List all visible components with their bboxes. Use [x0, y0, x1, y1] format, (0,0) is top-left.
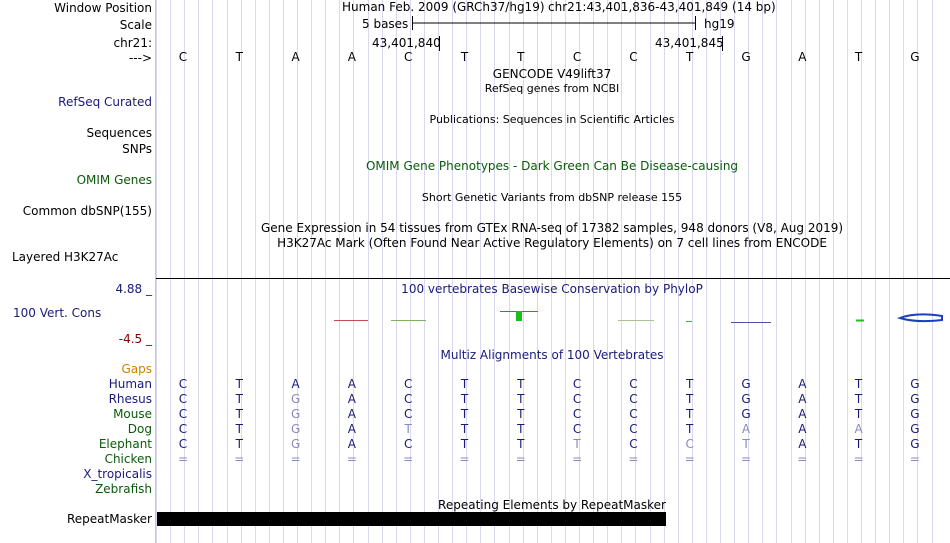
alignment-base: T — [573, 437, 581, 451]
gaps-label[interactable]: Gaps — [121, 362, 152, 376]
sequence-base: T — [517, 50, 525, 64]
alignment-base: A — [798, 392, 807, 406]
strand-label: ---> — [128, 51, 152, 65]
alignment-base: G — [910, 377, 920, 391]
cons-max-value: 4.88 _ — [115, 282, 152, 296]
alignment-base: T — [854, 392, 863, 406]
alignment-base: C — [629, 377, 638, 391]
alignment-base: T — [517, 392, 525, 406]
multiz-title[interactable]: Multiz Alignments of 100 Vertebrates — [440, 348, 664, 362]
sequence-base: T — [854, 50, 863, 64]
species-label[interactable]: Human — [108, 377, 152, 391]
alignment-base: T — [854, 377, 863, 391]
species-label[interactable]: Dog — [127, 422, 152, 436]
alignment-row — [156, 407, 950, 421]
alignment-base: C — [403, 407, 413, 421]
alignment-base: G — [290, 392, 301, 406]
alignment-base: A — [347, 437, 356, 451]
sequence-base: C — [629, 50, 638, 64]
alignment-base: A — [347, 392, 356, 406]
alignment-base: = — [515, 452, 526, 466]
alignment-base: T — [235, 392, 243, 406]
alignment-base: T — [235, 377, 243, 391]
sequence-base: C — [572, 50, 582, 64]
dbsnp-title[interactable]: Short Genetic Variants from dbSNP release 155 — [421, 191, 683, 204]
alignment-base: G — [910, 422, 920, 436]
alignment-row — [156, 482, 950, 496]
alignment-base: A — [347, 422, 356, 436]
alignment-base: = — [459, 452, 470, 466]
alignment-row — [156, 467, 950, 481]
alignment-base: G — [290, 407, 301, 421]
sequence-base: A — [291, 50, 300, 64]
alignment-base: C — [178, 437, 188, 451]
alignment-base: C — [403, 377, 413, 391]
alignment-base: C — [572, 407, 582, 421]
alignment-base: C — [629, 437, 638, 451]
species-label[interactable]: Zebrafish — [95, 482, 152, 496]
alignment-base: = — [909, 452, 920, 466]
alignment-base: G — [290, 422, 301, 436]
sequence-base: A — [347, 50, 356, 64]
dna-sequence-row — [156, 50, 950, 64]
sequence-base: T — [235, 50, 243, 64]
omim-track-label[interactable]: OMIM Genes — [76, 173, 152, 187]
alignment-row — [156, 437, 950, 451]
repeatmasker-track-label[interactable]: RepeatMasker — [66, 512, 152, 526]
alignment-base: T — [460, 407, 469, 421]
chrom-label: chr21: — [113, 36, 152, 50]
species-label[interactable]: Elephant — [98, 437, 152, 451]
alignment-base: C — [403, 392, 413, 406]
omim-title[interactable]: OMIM Gene Phenotypes - Dark Green Can Be Disease-causing — [365, 159, 739, 173]
alignment-base: = — [290, 452, 301, 466]
alignment-base: T — [686, 392, 694, 406]
snps-track-label[interactable]: SNPs — [122, 142, 152, 156]
species-label[interactable]: Mouse — [113, 407, 152, 421]
alignment-base: A — [798, 422, 807, 436]
alignment-base: T — [517, 407, 525, 421]
sequence-base: G — [741, 50, 751, 64]
alignment-base: C — [685, 437, 694, 451]
phylop-title[interactable]: 100 vertebrates Basewise Conservation by PhyloP — [401, 282, 703, 296]
alignment-base: T — [235, 437, 243, 451]
alignment-base: T — [460, 392, 469, 406]
alignment-base: = — [684, 452, 695, 466]
alignment-base: T — [517, 437, 525, 451]
species-label[interactable]: X_tropicalis — [83, 467, 152, 481]
alignment-base: A — [741, 422, 751, 436]
cons-min-value: -4.5 _ — [118, 332, 152, 346]
repeat-element-block[interactable] — [157, 512, 666, 526]
image-left-border — [155, 0, 156, 543]
alignment-base: C — [403, 437, 413, 451]
alignment-base: A — [798, 437, 807, 451]
alignment-base: C — [572, 377, 582, 391]
alignment-base: G — [910, 392, 920, 406]
alignment-base: T — [235, 422, 243, 436]
alignment-base: G — [910, 437, 920, 451]
alignment-base: A — [798, 407, 807, 421]
alignment-base: C — [629, 422, 638, 436]
alignment-base: A — [798, 377, 807, 391]
publications-title[interactable]: Publications: Sequences in Scientific Articles — [429, 113, 675, 126]
coord-right: 43,401,845 — [655, 36, 724, 50]
sequence-base: T — [460, 50, 469, 64]
species-label[interactable]: Rhesus — [108, 392, 152, 406]
alignment-base: = — [740, 452, 752, 466]
dbsnp-track-label[interactable]: Common dbSNP(155) — [22, 204, 152, 218]
refseq-track-label[interactable]: RefSeq Curated — [58, 95, 152, 109]
alignment-base: A — [291, 377, 300, 391]
scale-label: Scale — [119, 18, 152, 32]
gtex-title[interactable]: Gene Expression in 54 tissues from GTEx RNA-seq of 17382 samples, 948 donors (V8, Aug 2019) — [260, 221, 844, 235]
sequence-base: T — [686, 50, 694, 64]
alignment-base: = — [346, 452, 357, 466]
refseq-subtitle[interactable]: RefSeq genes from NCBI — [484, 82, 620, 95]
cons-track-label[interactable]: 100 Vert. Cons — [13, 306, 102, 320]
alignment-base: C — [572, 422, 582, 436]
alignment-row — [156, 377, 950, 391]
alignment-base: C — [629, 407, 638, 421]
assembly-text: Human Feb. 2009 (GRCh37/hg19) — [342, 0, 545, 14]
alignment-base: = — [628, 452, 639, 466]
species-label[interactable]: Chicken — [104, 452, 152, 466]
window-position-label: Window Position — [54, 1, 152, 15]
alignment-base: C — [572, 392, 582, 406]
alignment-base: T — [742, 437, 750, 451]
alignment-base: = — [234, 452, 245, 466]
alignment-base: T — [686, 407, 694, 421]
alignment-base: C — [629, 392, 638, 406]
scale-text: 5 bases — [362, 17, 409, 31]
alignment-base: T — [854, 437, 863, 451]
sequences-track-label[interactable]: Sequences — [86, 126, 152, 140]
alignment-base: G — [910, 407, 920, 421]
sequence-base: C — [403, 50, 413, 64]
gencode-title[interactable]: GENCODE V49lift37 — [492, 67, 612, 81]
sequence-base: C — [178, 50, 188, 64]
alignment-base: G — [290, 437, 301, 451]
alignment-base: C — [178, 422, 188, 436]
sequence-base: A — [798, 50, 807, 64]
alignment-base: A — [347, 407, 356, 421]
alignment-base: T — [235, 407, 243, 421]
alignment-base: T — [854, 407, 863, 421]
repeatmasker-title[interactable]: Repeating Elements by RepeatMasker — [438, 498, 666, 512]
alignment-base: A — [347, 377, 356, 391]
alignment-base: = — [403, 452, 414, 466]
alignment-base: T — [517, 422, 525, 436]
alignment-base: C — [178, 392, 188, 406]
alignment-base: T — [460, 377, 469, 391]
alignment-base: T — [460, 422, 469, 436]
alignment-base: T — [517, 377, 525, 391]
alignment-base: T — [686, 377, 694, 391]
alignment-base: T — [460, 437, 469, 451]
alignment-row — [156, 422, 950, 436]
alignment-base: C — [178, 407, 188, 421]
alignment-base: = — [572, 452, 583, 466]
coord-left: 43,401,840 — [372, 36, 441, 50]
alignment-base: = — [177, 452, 189, 466]
alignment-base: = — [797, 452, 808, 466]
alignment-row — [156, 452, 950, 466]
alignment-row — [156, 392, 950, 406]
sequence-base: G — [910, 50, 920, 64]
alignment-base: G — [741, 392, 751, 406]
alignment-base: G — [741, 377, 751, 391]
position-text: chr21:43,401,836-43,401,849 (14 bp) — [548, 0, 776, 14]
alignment-base: T — [686, 422, 694, 436]
alignment-base: = — [853, 452, 864, 466]
track-divider — [156, 278, 950, 279]
alignment-base: G — [741, 407, 751, 421]
phylop-signal — [156, 300, 950, 330]
alignment-base: A — [854, 422, 863, 436]
h3k27ac-title[interactable]: H3K27Ac Mark (Often Found Near Active Regulatory Elements) on 7 cell lines from ENCODE — [277, 236, 827, 250]
db-text: hg19 — [704, 17, 735, 31]
alignment-base: C — [178, 377, 188, 391]
h3k27ac-track-label[interactable]: Layered H3K27Ac — [12, 250, 119, 264]
alignment-base: T — [404, 422, 412, 436]
